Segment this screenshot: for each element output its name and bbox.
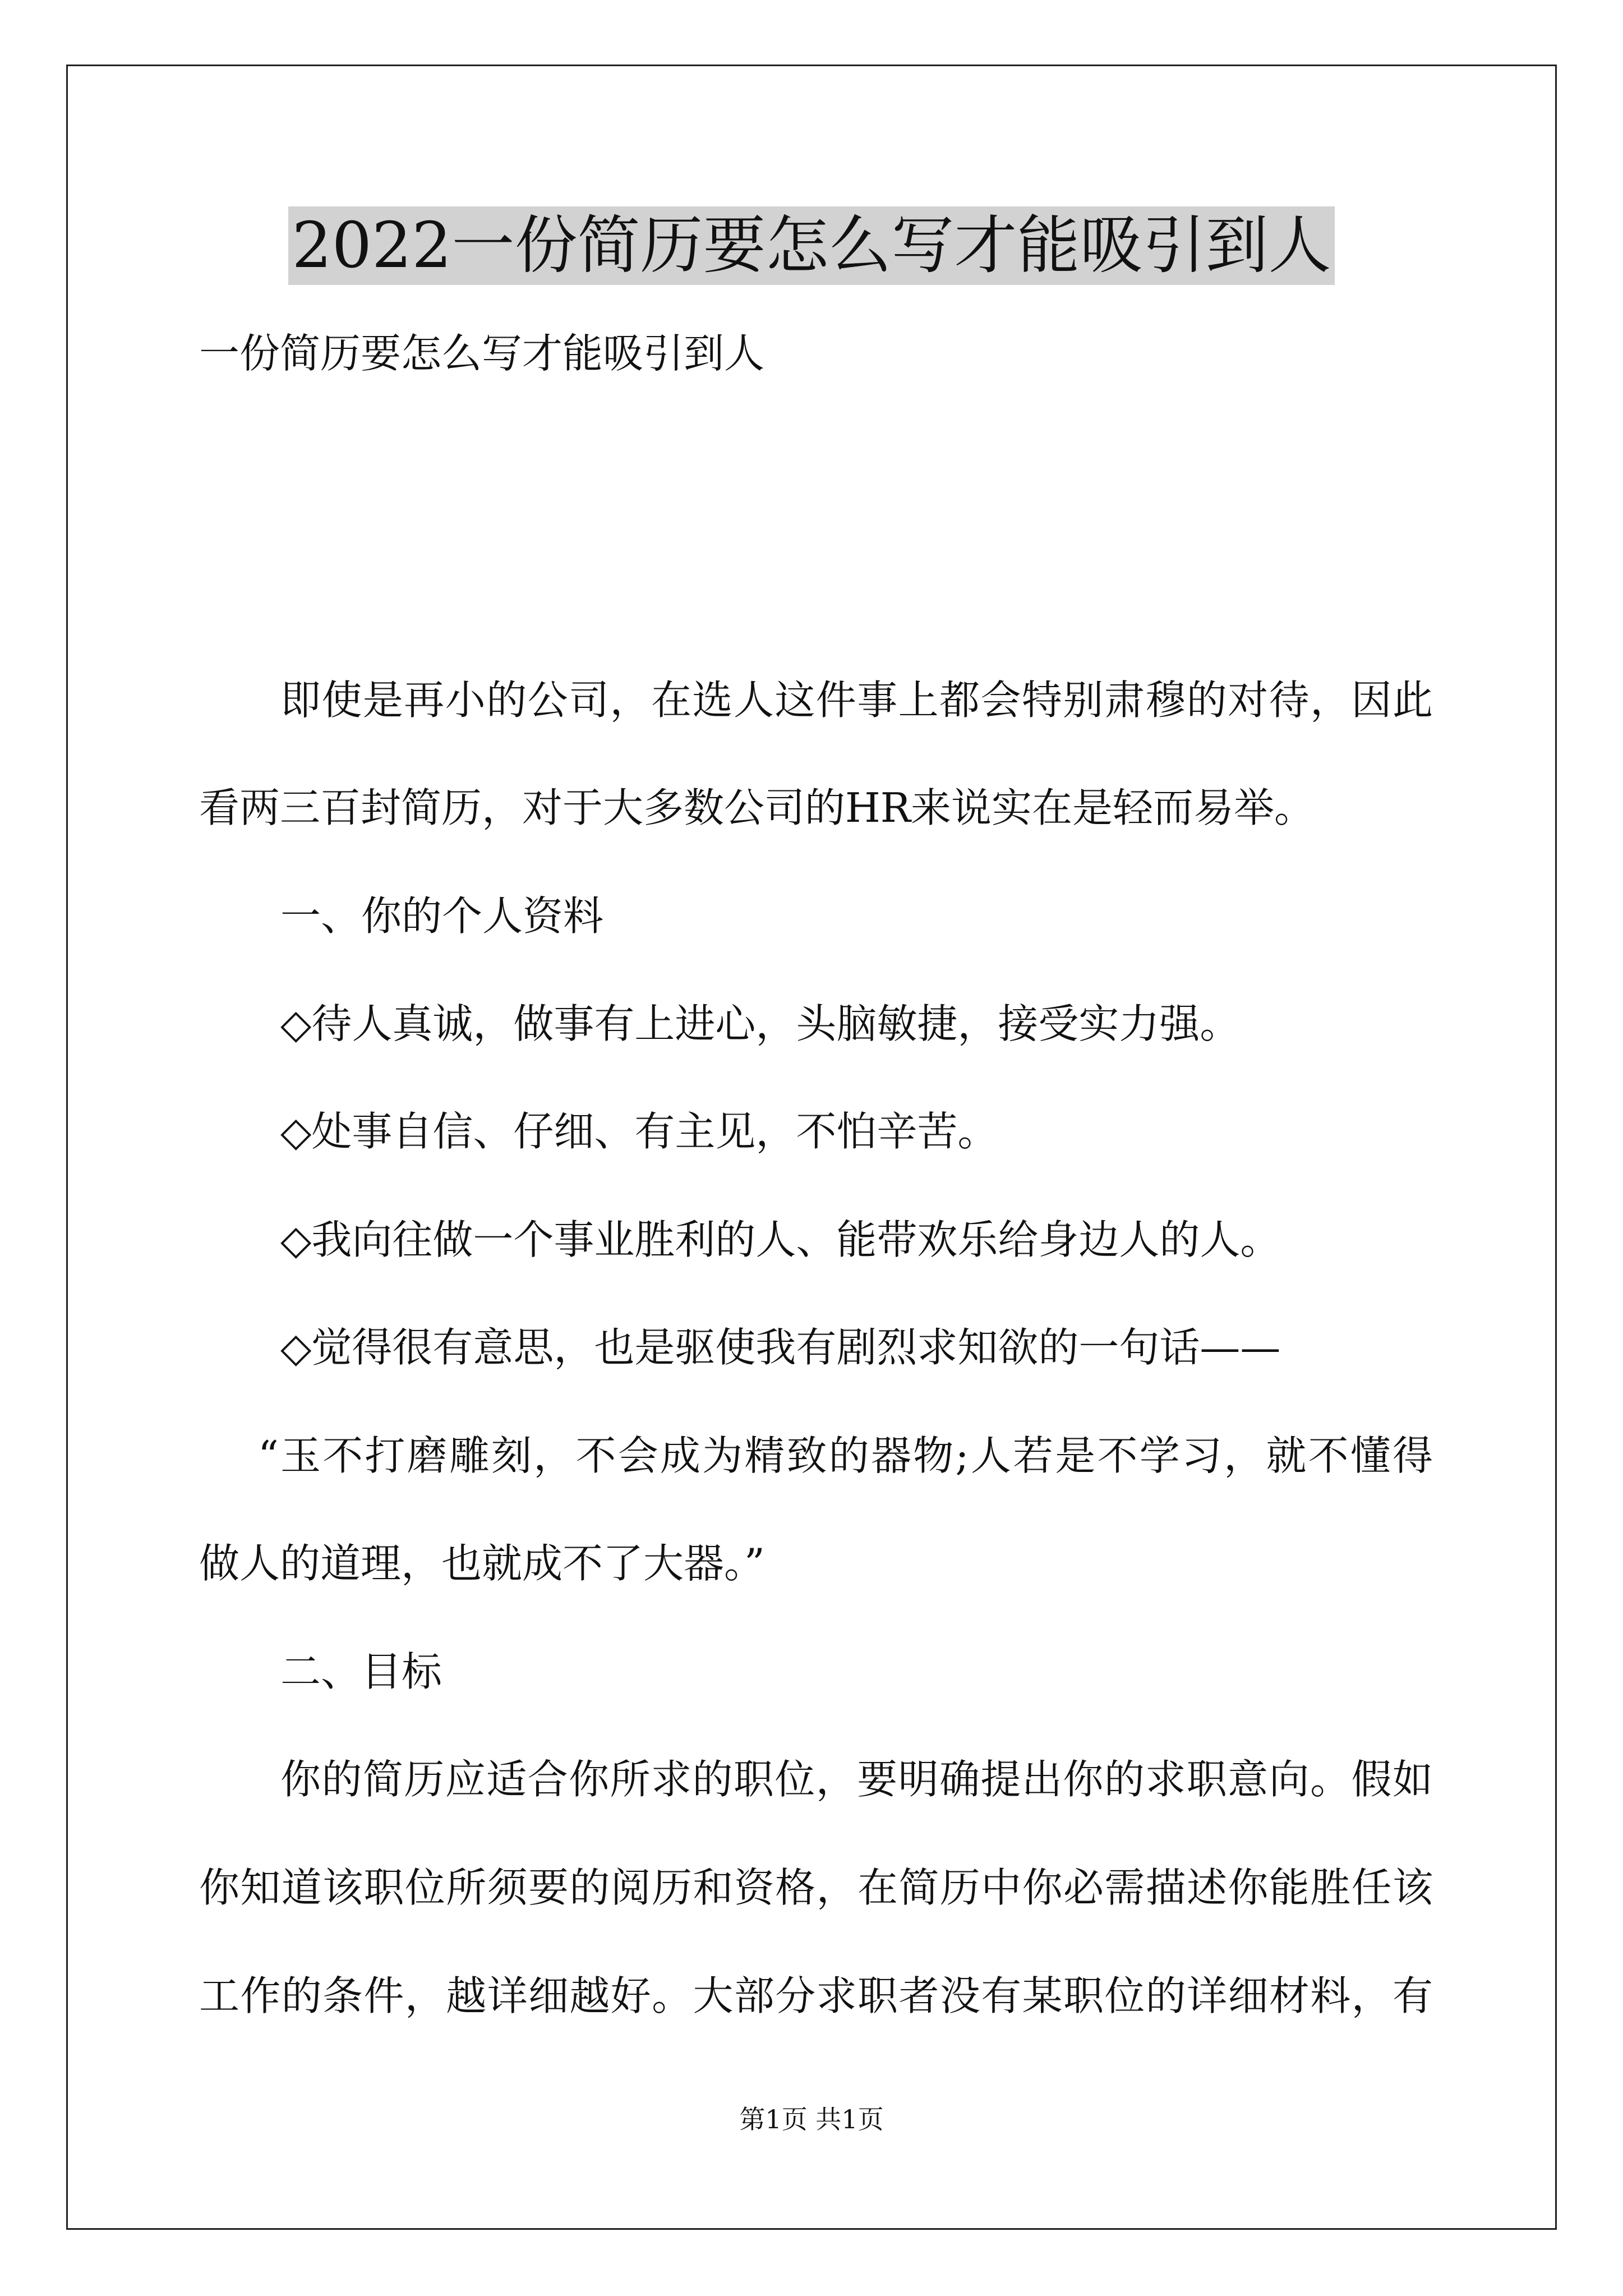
paragraph-line: 即使是再小的公司，在选人这件事上都会特别肃穆的对待，因此 [280, 677, 1433, 724]
document-title [0, 206, 1623, 285]
bullet-item: ◇处事自信、仔细、有主见，不怕辛苦。 [280, 1108, 998, 1155]
paragraph-line: 工作的条件，越详细越好。大部分求职者没有某职位的详细材料，有 [199, 1972, 1433, 2019]
bullet-item: ◇我向往做一个事业胜利的人、能带欢乐给身边人的人。 [280, 1216, 1281, 1263]
document-subtitle: 一份简历要怎么写才能吸引到人 [199, 330, 765, 377]
bullet-item: ◇待人真诚，做事有上进心，头脑敏捷，接受实力强。 [280, 1000, 1241, 1047]
paragraph-line: 看两三百封简历，对于大多数公司的HR来说实在是轻而易举。 [199, 784, 1315, 831]
section-heading: 一、你的个人资料 [280, 892, 604, 940]
document-title-text: 2022一份简历要怎么写才能吸引到人 [288, 206, 1334, 285]
paragraph-line: 你知道该职位所须要的阅历和资格，在简历中你必需描述你能胜任该 [199, 1864, 1433, 1911]
page-footer: 第1页 共1页 [739, 2104, 884, 2134]
paragraph-line: 你的简历应适合你所求的职位，要明确提出你的求职意向。假如 [280, 1756, 1433, 1803]
quote-line: 做人的道理，也就成不了大器。” [199, 1540, 765, 1587]
section-heading: 二、目标 [280, 1648, 442, 1695]
quote-line: “玉不打磨雕刻，不会成为精致的器物;人若是不学习，就不懂得 [258, 1432, 1433, 1479]
bullet-item: ◇觉得很有意思，也是驱使我有剧烈求知欲的一句话—— [280, 1324, 1281, 1371]
